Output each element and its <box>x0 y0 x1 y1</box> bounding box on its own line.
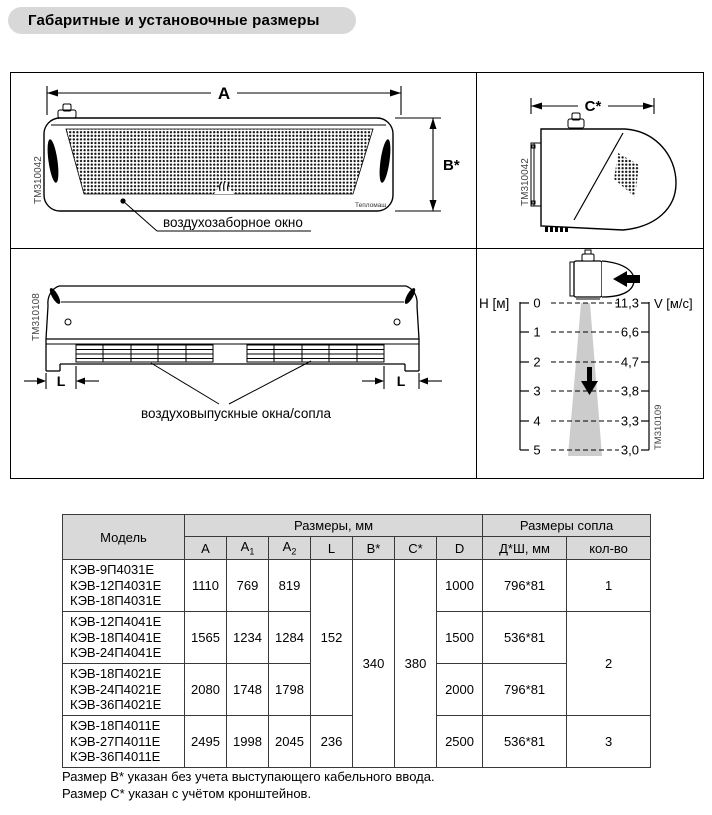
svg-text:3,8: 3,8 <box>620 383 639 399</box>
header-sizes-group: Размеры, мм <box>185 515 483 537</box>
svg-text:5: 5 <box>533 442 541 458</box>
model-cell: КЭВ-18П4011Е КЭВ-27П4011Е КЭВ-36П4011Е <box>63 716 185 768</box>
left-endcap-shadow <box>45 139 60 184</box>
cell-d: 2000 <box>437 664 483 716</box>
side-cable-gland <box>568 113 584 128</box>
header-col-a2: $А_2$ <box>269 537 311 560</box>
left-screw-mark <box>65 319 71 325</box>
h-tick-labels <box>533 296 540 458</box>
cell-a1: 1234 <box>227 612 269 664</box>
dim-c-label: C* <box>584 98 602 115</box>
svg-text:6,6: 6,6 <box>620 324 639 340</box>
h-axis <box>520 302 529 450</box>
page-title-text: Габаритные и установочные размеры <box>28 12 320 29</box>
cell-l-merged: 152 <box>311 560 353 716</box>
header-col-l: L <box>311 537 353 560</box>
drawing-ref-bottom: ТМ310108 <box>31 293 42 341</box>
footnote-b: Размер В* указан без учета выступающего кабельного ввода. <box>62 769 435 784</box>
side-unit-outline <box>541 129 676 230</box>
bottom-left-cap-shadow <box>48 287 62 306</box>
air-cone <box>568 303 602 456</box>
dimensions-table <box>62 514 651 768</box>
drawing-ref-chart: ТМ310109 <box>653 404 664 450</box>
velocity-chart <box>477 249 701 476</box>
svg-text:1: 1 <box>533 324 541 340</box>
header-col-c: С* <box>395 537 437 560</box>
header-col-qty: кол-во <box>567 537 651 560</box>
velocity-chart-quadrant <box>477 249 703 478</box>
cell-nozzle: 796*81 <box>483 560 567 612</box>
dim-b-label: B* <box>443 157 460 174</box>
dim-a-arrow-left <box>47 90 58 97</box>
svg-text:3,0: 3,0 <box>620 442 639 458</box>
header-col-b: В* <box>353 537 395 560</box>
outlet-grille-right <box>247 345 384 362</box>
bottom-right-cap-shadow <box>403 287 417 306</box>
cell-c-merged: 380 <box>395 560 437 768</box>
bottom-view-quadrant <box>11 249 477 478</box>
side-view-quadrant <box>477 73 703 249</box>
side-view-drawing <box>477 73 701 247</box>
side-perforation <box>614 153 639 197</box>
dim-l-left-arrow-in <box>37 378 46 385</box>
cell-nozzle: 536*81 <box>483 716 567 768</box>
header-col-a: А <box>185 537 227 560</box>
svg-text:4: 4 <box>533 413 541 429</box>
drawing-ref-side: ТМ310042 <box>520 158 531 206</box>
dim-l-left-arrow-out <box>76 378 85 385</box>
table-row-group-1 <box>63 560 651 612</box>
cell-a2: 819 <box>269 560 311 612</box>
svg-text:2: 2 <box>533 354 541 370</box>
model-cell: КЭВ-9П4031Е КЭВ-12П4031Е КЭВ-18П4031Е <box>63 560 185 612</box>
cell-a1: 1748 <box>227 664 269 716</box>
cell-qty: 3 <box>567 716 651 768</box>
v-axis-label: V [м/с] <box>654 296 693 311</box>
cell-d: 2500 <box>437 716 483 768</box>
right-screw-mark <box>394 319 400 325</box>
footnotes <box>62 768 435 802</box>
brand-logo-text: Тепломаш <box>355 202 387 209</box>
cell-d: 1000 <box>437 560 483 612</box>
footnote-c: Размер С* указан с учётом кронштейнов. <box>62 786 312 801</box>
front-view-quadrant <box>11 73 477 249</box>
dim-b-arrow-bottom <box>430 200 437 211</box>
header-nozzle-group: Размеры сопла <box>483 515 651 537</box>
dim-a-arrow-right <box>390 90 401 97</box>
front-view-drawing <box>11 73 475 247</box>
drawings-panel <box>10 72 704 479</box>
svg-text:3: 3 <box>533 383 541 399</box>
cell-b-merged: 340 <box>353 560 395 768</box>
dim-a-label: A <box>217 84 231 103</box>
dim-c-arrow-left <box>531 103 542 110</box>
cell-qty-merged: 2 <box>567 612 651 716</box>
svg-text:4,7: 4,7 <box>620 354 639 370</box>
model-cell: КЭВ-18П4021Е КЭВ-24П4021Е КЭВ-36П4021Е <box>63 664 185 716</box>
outlet-grille-left <box>76 345 213 362</box>
dim-l-right-label: L <box>396 373 406 389</box>
cell-a: 2495 <box>185 716 227 768</box>
outlet-label: воздуховыпускные окна/сопла <box>140 406 332 421</box>
svg-text:11,3: 11,3 <box>614 295 639 311</box>
page-title <box>8 7 356 34</box>
cell-qty: 1 <box>567 560 651 612</box>
drawing-ref-front: ТМ310042 <box>33 156 44 204</box>
mount-bracket <box>531 143 541 206</box>
dim-c-arrow-right <box>643 103 654 110</box>
dim-l-right-arrow-out <box>419 378 428 385</box>
dim-b <box>395 118 441 211</box>
cell-a1: 1998 <box>227 716 269 768</box>
v-axis <box>641 302 649 450</box>
dim-l-left-label: L <box>56 373 66 389</box>
model-cell: КЭВ-12П4041Е КЭВ-18П4041Е КЭВ-24П4041Е <box>63 612 185 664</box>
cell-a: 2080 <box>185 664 227 716</box>
dim-b-arrow-top <box>430 118 437 129</box>
cell-nozzle: 796*81 <box>483 664 567 716</box>
cell-a2: 1798 <box>269 664 311 716</box>
cell-a2: 2045 <box>269 716 311 768</box>
cell-a: 1110 <box>185 560 227 612</box>
cell-l: 236 <box>311 716 353 768</box>
outlet-leaders <box>151 361 311 404</box>
h-axis-label: H [м] <box>479 296 510 311</box>
cell-a1: 769 <box>227 560 269 612</box>
cell-nozzle: 536*81 <box>483 612 567 664</box>
header-col-nozzle: Д*Ш, мм <box>483 537 567 560</box>
cell-d: 1500 <box>437 612 483 664</box>
svg-text:3,3: 3,3 <box>620 413 639 429</box>
intake-label: воздухозаборное окно <box>163 215 303 230</box>
bottom-view-drawing <box>11 249 475 476</box>
cell-a: 1565 <box>185 612 227 664</box>
dim-l-right-arrow-in <box>375 378 384 385</box>
cell-a2: 1284 <box>269 612 311 664</box>
v-value-labels <box>615 296 639 458</box>
svg-text:0: 0 <box>533 295 541 311</box>
header-col-d: D <box>437 537 483 560</box>
intake-grille <box>66 129 373 194</box>
header-model: Модель <box>63 515 185 560</box>
header-col-a1: $А_1$ <box>227 537 269 560</box>
right-endcap-shadow <box>377 139 392 184</box>
